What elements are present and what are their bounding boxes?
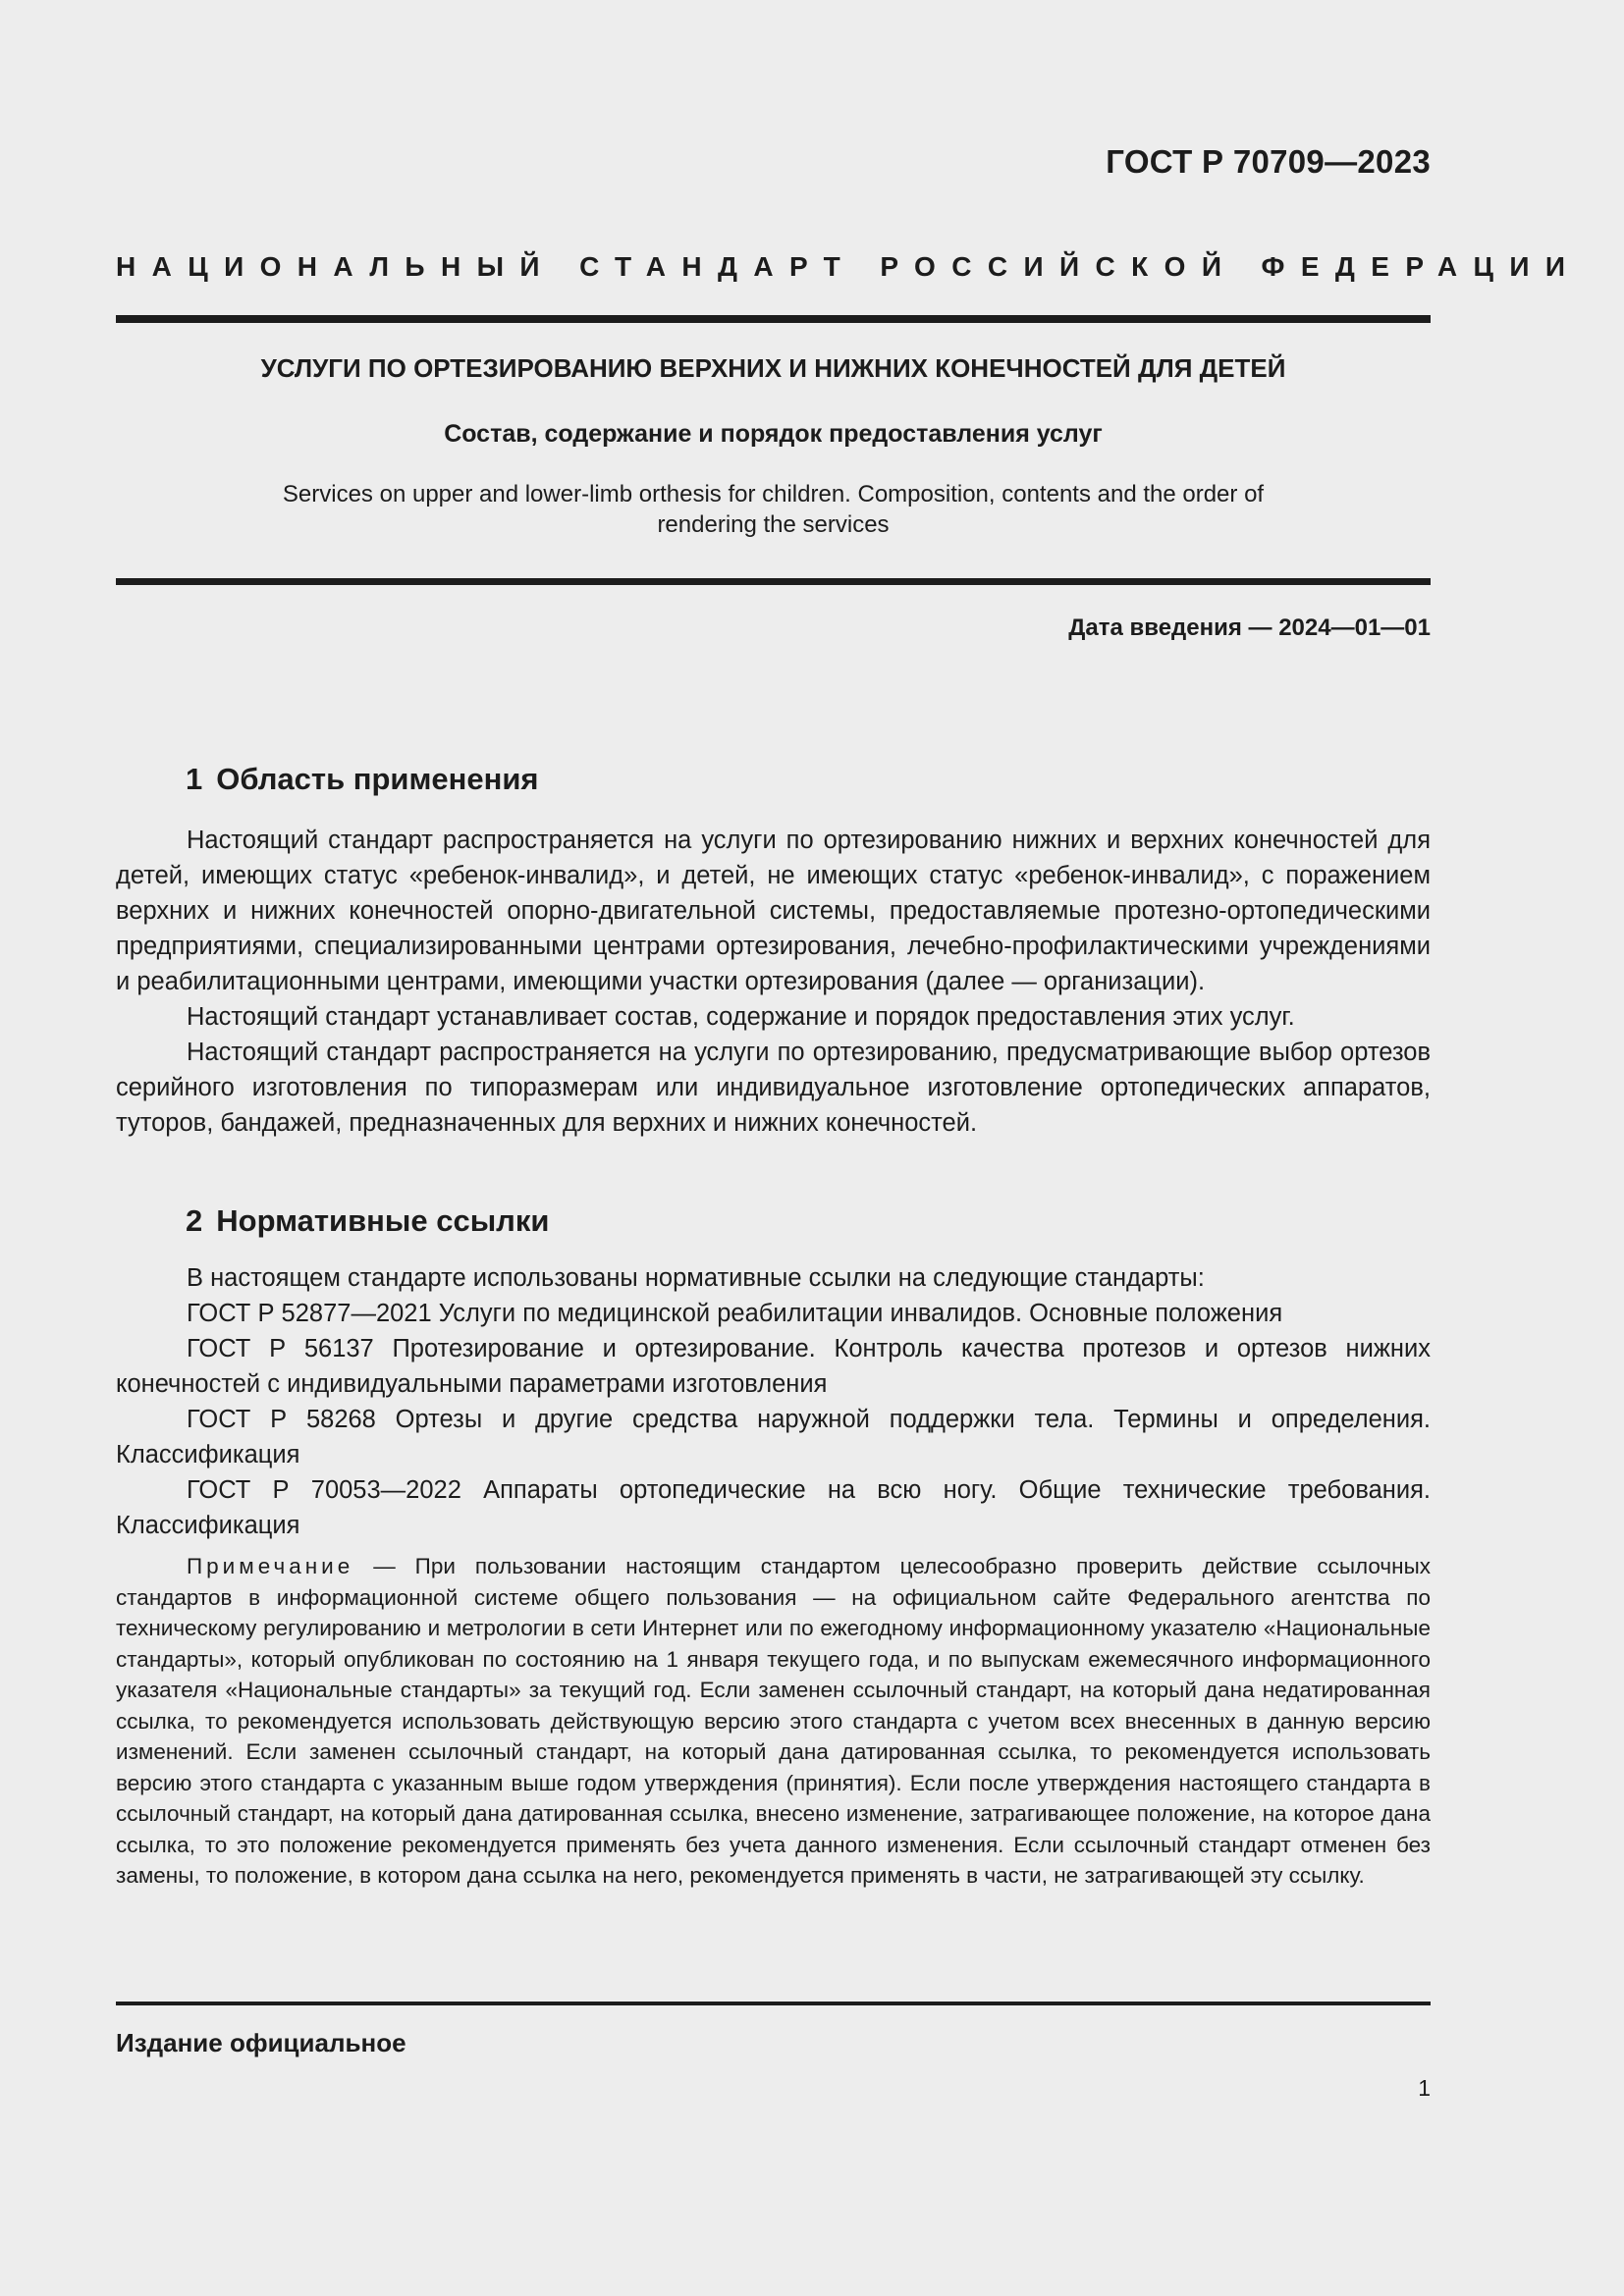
reference-item: ГОСТ Р 70053—2022 Аппараты ортопедические на всю ногу. Общие технические требования. Классификация <box>116 1476 1431 1539</box>
note-label: Примечание <box>187 1554 354 1578</box>
section-title: Нормативные ссылки <box>216 1203 550 1238</box>
top-divider <box>116 315 1431 323</box>
footer-divider <box>116 2002 1431 2005</box>
note-text: — При пользовании настоящим стандартом целесообразно проверить действие ссылочных стандартов в информационной системе общего пользования — на официальном сайте Федерального агентства по техническому регулированию и метрологии в сети Интернет или по ежегодному информационному указателю «Национальные стандарты», который опубликован по состоянию на 1 января текущего года, и по выпускам ежемесячного информационного указателя «Национальные стандарты» за текущий год. Если заменен ссылочный стандарт, на который дана недатированная ссылка, то рекомендуется использовать действующую версию этого стандарта с учетом всех внесенных в данную версию изменений. Если заменен ссылочный стандарт, на который дана датированная ссылка, то рекомендуется использовать версию этого стандарта с указанным выше годом утверждения (принятия). Если после утверждения настоящего стандарта в ссылочный стандарт, на который дана датированная ссылка, внесено изменение, затрагивающее положение, на которое дана ссылка, то это положение рекомендуется применять без учета данного изменения. Если ссылочный стандарт отменен без замены, то положение, в котором дана ссылка на него, рекомендуется применять в части, не затрагивающей эту ссылку. <box>116 1554 1431 1888</box>
section-heading-normative-references <box>186 1203 549 1239</box>
document-number: ГОСТ Р 70709—2023 <box>1106 143 1431 180</box>
document-title: УСЛУГИ ПО ОРТЕЗИРОВАНИЮ ВЕРХНИХ И НИЖНИХ КОНЕЧНОСТЕЙ ДЛЯ ДЕТЕЙ <box>260 353 1286 383</box>
document-page <box>116 0 1582 2296</box>
title-divider <box>116 578 1431 585</box>
document-subtitle: Состав, содержание и порядок предоставления услуг <box>444 420 1103 448</box>
section-body-normative-references <box>116 1260 1431 1543</box>
section-heading-scope <box>186 762 539 797</box>
reference-item: ГОСТ Р 58268 Ортезы и другие средства наружной поддержки тела. Термины и определения. Классификация <box>116 1406 1431 1468</box>
document-title-english: Services on upper and lower-limb orthesis for children. Composition, contents and the order of rendering the services <box>282 481 1265 538</box>
section-number: 1 <box>186 762 203 796</box>
section-body-scope <box>116 823 1431 1141</box>
national-standard-banner: НАЦИОНАЛЬНЫЙ СТАНДАРТ РОССИЙСКОЙ ФЕДЕРАЦИИ <box>116 251 1582 282</box>
note-block <box>116 1551 1431 1892</box>
paragraph: Настоящий стандарт распространяется на услуги по ортезированию нижних и верхних конечностей для детей, имеющих статус «ребенок-инвалид», и детей, не имеющих статус «ребенок-инвалид», с поражением верхних и нижних конечностей опорно-двигательной системы, предоставляемые протезно-ортопедическими предприятиями, специализированными центрами ортезирования, лечебно-профилактическими учреждениями и реабилитационными центрами, имеющими участки ортезирования (далее — организации). <box>116 827 1431 995</box>
reference-item: ГОСТ Р 56137 Протезирование и ортезирование. Контроль качества протезов и ортезов нижних конечностей с индивидуальными параметрами изготовления <box>116 1335 1431 1398</box>
page-number: 1 <box>1418 2075 1431 2101</box>
introduction-date: Дата введения — 2024—01—01 <box>1068 614 1431 641</box>
section-title: Область применения <box>216 762 539 796</box>
official-edition-label: Издание официальное <box>116 2028 406 2057</box>
section-number: 2 <box>186 1203 203 1238</box>
paragraph: Настоящий стандарт устанавливает состав, содержание и порядок предоставления этих услуг. <box>187 1003 1295 1031</box>
paragraph: В настоящем стандарте использованы нормативные ссылки на следующие стандарты: <box>187 1264 1205 1292</box>
reference-item: ГОСТ Р 52877—2021 Услуги по медицинской реабилитации инвалидов. Основные положения <box>187 1300 1283 1327</box>
paragraph: Настоящий стандарт распространяется на услуги по ортезированию, предусматривающие выбор ортезов серийного изготовления по типоразмерам или индивидуальное изготовление ортопедических аппаратов, туторов, бандажей, предназначенных для верхних и нижних конечностей. <box>116 1039 1431 1137</box>
